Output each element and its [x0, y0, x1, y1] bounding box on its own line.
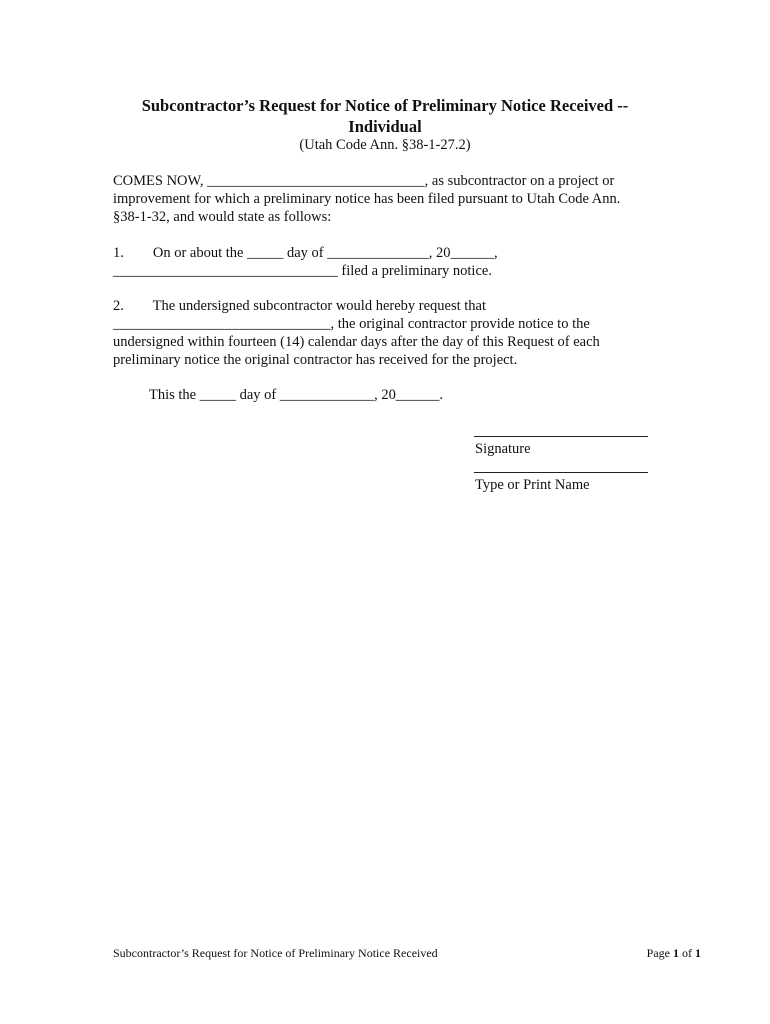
print-name-rule — [474, 472, 648, 473]
signature-rule — [474, 436, 648, 437]
item1-line-1: 1. On or about the _____ day of ______________, 20______, — [113, 245, 498, 261]
intro-line-1: COMES NOW, ______________________________, as subcontractor on a project or — [113, 173, 615, 189]
page-word: Page — [646, 946, 670, 960]
document-title-line2: Individual — [348, 117, 422, 136]
page-number — [647, 945, 701, 961]
print-name-label: Type or Print Name — [475, 477, 590, 493]
page-total: 1 — [695, 946, 701, 960]
document-title-line1: Subcontractor’s Request for Notice of Preliminary Notice Received -- — [141, 96, 629, 115]
item2-line-3: undersigned within fourteen (14) calendar days after the day of this Request of each — [113, 334, 600, 350]
item2-line-4: preliminary notice the original contractor has received for the project. — [113, 352, 518, 368]
signature-label: Signature — [475, 441, 531, 457]
intro-line-2: improvement for which a preliminary notice has been filed pursuant to Utah Code Ann. — [113, 191, 621, 207]
page-current: 1 — [673, 946, 679, 960]
item2-line-1: 2. The undersigned subcontractor would hereby request that — [113, 298, 487, 314]
item1-line-2: _______________________________ filed a preliminary notice. — [113, 263, 492, 279]
intro-line-3: §38-1-32, and would state as follows: — [113, 209, 332, 225]
dated-line: This the _____ day of _____________, 20______. — [113, 387, 443, 403]
statute-citation: (Utah Code Ann. §38-1-27.2) — [299, 137, 471, 153]
item2-line-2: ______________________________, the original contractor provide notice to the — [113, 316, 590, 332]
footer-title: Subcontractor’s Request for Notice of Preliminary Notice Received — [113, 946, 438, 960]
page-of: of — [682, 946, 692, 960]
